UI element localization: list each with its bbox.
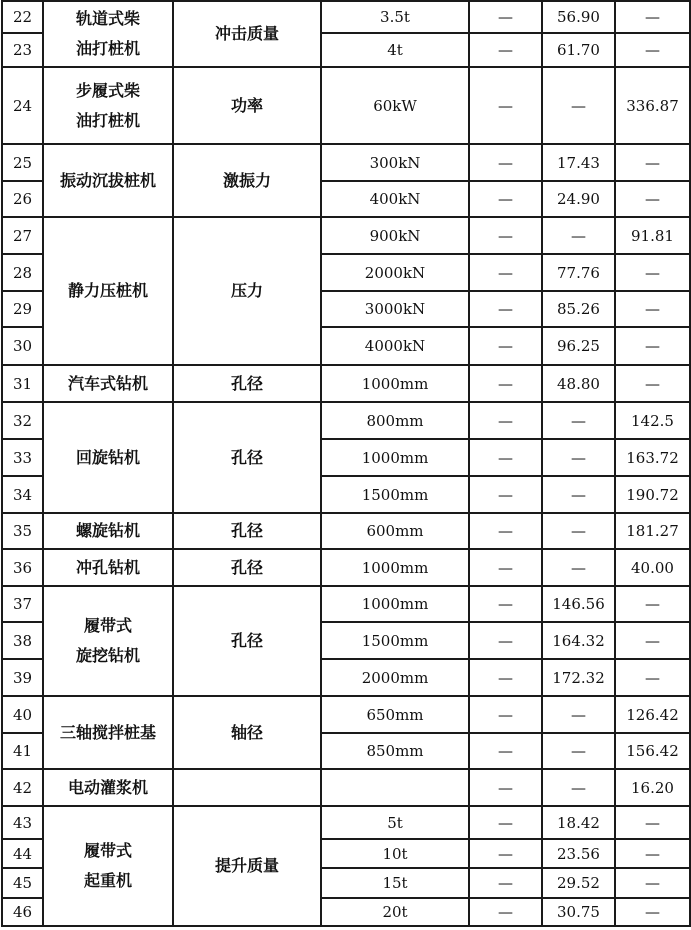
price-column-1: —	[469, 67, 542, 144]
price-column-2: 56.90	[542, 1, 615, 33]
spec-value: 1000mm	[321, 439, 469, 476]
spec-value: 1000mm	[321, 586, 469, 622]
row-number: 41	[2, 733, 43, 769]
machine-name: 回旋钻机	[43, 402, 173, 513]
price-column-1: —	[469, 33, 542, 67]
table-row	[2, 402, 690, 439]
machine-name	[43, 1, 173, 67]
machine-name-line-2: 起重机	[83, 871, 132, 890]
price-column-1: —	[469, 254, 542, 291]
performance-parameter: 孔径	[173, 549, 321, 586]
table-row	[2, 365, 690, 402]
price-column-1: —	[469, 439, 542, 476]
price-column-2: 18.42	[542, 806, 615, 839]
row-number: 35	[2, 513, 43, 549]
spec-value: 60kW	[321, 67, 469, 144]
spec-value: 800mm	[321, 402, 469, 439]
price-column-3: —	[615, 1, 690, 33]
machine-name	[43, 806, 173, 926]
table-row	[2, 217, 690, 254]
price-column-3: —	[615, 365, 690, 402]
machine-name: 冲孔钻机	[43, 549, 173, 586]
machine-name-line-1: 履带式	[83, 841, 132, 860]
table-row	[2, 144, 690, 181]
row-number: 34	[2, 476, 43, 513]
spec-value: 20t	[321, 898, 469, 926]
price-column-1: —	[469, 733, 542, 769]
spec-value: 600mm	[321, 513, 469, 549]
price-column-1: —	[469, 549, 542, 586]
price-column-2: 30.75	[542, 898, 615, 926]
price-column-1: —	[469, 327, 542, 365]
table-body	[2, 1, 690, 926]
price-column-3: —	[615, 622, 690, 659]
price-column-2: —	[542, 733, 615, 769]
table-row	[2, 769, 690, 806]
machine-name-line-1: 履带式	[83, 616, 132, 635]
spec-value: 3.5t	[321, 1, 469, 33]
price-column-3: —	[615, 659, 690, 696]
price-column-2: —	[542, 513, 615, 549]
price-column-3: 126.42	[615, 696, 690, 733]
spec-value: 4000kN	[321, 327, 469, 365]
spec-value: 2000mm	[321, 659, 469, 696]
price-column-1: —	[469, 513, 542, 549]
spec-value: 300kN	[321, 144, 469, 181]
table-row	[2, 1, 690, 33]
price-column-3: 142.5	[615, 402, 690, 439]
row-number: 43	[2, 806, 43, 839]
row-number: 27	[2, 217, 43, 254]
row-number: 30	[2, 327, 43, 365]
price-column-3: 40.00	[615, 549, 690, 586]
price-column-2: 48.80	[542, 365, 615, 402]
price-column-1: —	[469, 806, 542, 839]
table-row	[2, 513, 690, 549]
price-column-2: 172.32	[542, 659, 615, 696]
price-column-3: —	[615, 291, 690, 327]
performance-parameter: 冲击质量	[173, 1, 321, 67]
price-column-3: —	[615, 868, 690, 898]
performance-parameter: 孔径	[173, 513, 321, 549]
spec-value: 5t	[321, 806, 469, 839]
price-column-2: 23.56	[542, 839, 615, 868]
machine-name-line-2: 旋挖钻机	[75, 646, 140, 665]
price-column-1: —	[469, 365, 542, 402]
price-column-2: 164.32	[542, 622, 615, 659]
performance-parameter: 激振力	[173, 144, 321, 217]
price-column-3: —	[615, 898, 690, 926]
row-number: 32	[2, 402, 43, 439]
price-column-1: —	[469, 898, 542, 926]
price-column-1: —	[469, 622, 542, 659]
spec-value: 1500mm	[321, 476, 469, 513]
row-number: 40	[2, 696, 43, 733]
machine-name: 电动灌浆机	[43, 769, 173, 806]
spec-value: 3000kN	[321, 291, 469, 327]
price-column-1: —	[469, 659, 542, 696]
machine-name-line-2: 油打桩机	[75, 110, 140, 130]
price-column-3: —	[615, 586, 690, 622]
price-column-2: —	[542, 476, 615, 513]
price-column-3: —	[615, 327, 690, 365]
spec-value: 850mm	[321, 733, 469, 769]
row-number: 29	[2, 291, 43, 327]
price-column-2: —	[542, 439, 615, 476]
machinery-cost-table	[1, 0, 691, 927]
machine-name: 螺旋钻机	[43, 513, 173, 549]
row-number: 23	[2, 33, 43, 67]
price-column-2: —	[542, 769, 615, 806]
price-column-1: —	[469, 1, 542, 33]
price-column-3: 156.42	[615, 733, 690, 769]
price-column-2: 61.70	[542, 33, 615, 67]
performance-parameter	[173, 769, 321, 806]
performance-parameter: 孔径	[173, 402, 321, 513]
row-number: 36	[2, 549, 43, 586]
row-number: 39	[2, 659, 43, 696]
price-column-1: —	[469, 402, 542, 439]
row-number: 24	[2, 67, 43, 144]
price-column-3: —	[615, 144, 690, 181]
price-column-3: —	[615, 806, 690, 839]
price-column-1: —	[469, 839, 542, 868]
price-column-3: 163.72	[615, 439, 690, 476]
row-number: 44	[2, 839, 43, 868]
price-column-3: 190.72	[615, 476, 690, 513]
price-column-2: 96.25	[542, 327, 615, 365]
spec-value: 2000kN	[321, 254, 469, 291]
price-column-1: —	[469, 476, 542, 513]
performance-parameter: 提升质量	[173, 806, 321, 926]
machine-name-line-1: 轨道式柴	[75, 9, 140, 28]
row-number: 38	[2, 622, 43, 659]
table-row	[2, 696, 690, 733]
machine-name-line-1: 步履式柴	[75, 80, 140, 100]
spec-value: 15t	[321, 868, 469, 898]
machine-name-line-2: 油打桩机	[75, 39, 140, 58]
spec-value	[321, 769, 469, 806]
price-column-1: —	[469, 291, 542, 327]
performance-parameter: 轴径	[173, 696, 321, 769]
price-column-3: 16.20	[615, 769, 690, 806]
price-column-3: 336.87	[615, 67, 690, 144]
performance-parameter: 压力	[173, 217, 321, 365]
row-number: 28	[2, 254, 43, 291]
performance-parameter: 孔径	[173, 586, 321, 696]
table-row	[2, 806, 690, 839]
price-column-2: —	[542, 402, 615, 439]
price-column-3: 181.27	[615, 513, 690, 549]
machine-name: 三轴搅拌桩基	[43, 696, 173, 769]
price-column-1: —	[469, 217, 542, 254]
row-number: 46	[2, 898, 43, 926]
price-column-2: —	[542, 217, 615, 254]
price-column-3: —	[615, 181, 690, 217]
machine-name	[43, 67, 173, 144]
machine-name: 汽车式钻机	[43, 365, 173, 402]
price-column-1: —	[469, 144, 542, 181]
row-number: 42	[2, 769, 43, 806]
row-number: 33	[2, 439, 43, 476]
price-column-3: —	[615, 33, 690, 67]
row-number: 31	[2, 365, 43, 402]
machine-name	[43, 586, 173, 696]
row-number: 26	[2, 181, 43, 217]
spec-value: 1000mm	[321, 365, 469, 402]
spec-value: 900kN	[321, 217, 469, 254]
spec-value: 1500mm	[321, 622, 469, 659]
price-column-2: 77.76	[542, 254, 615, 291]
spec-value: 10t	[321, 839, 469, 868]
price-column-2: 17.43	[542, 144, 615, 181]
row-number: 25	[2, 144, 43, 181]
row-number: 45	[2, 868, 43, 898]
price-column-2: 146.56	[542, 586, 615, 622]
spec-value: 4t	[321, 33, 469, 67]
price-column-3: 91.81	[615, 217, 690, 254]
price-column-2: —	[542, 67, 615, 144]
price-column-1: —	[469, 696, 542, 733]
price-column-1: —	[469, 181, 542, 217]
price-column-2: —	[542, 549, 615, 586]
price-column-1: —	[469, 868, 542, 898]
spec-value: 400kN	[321, 181, 469, 217]
price-column-1: —	[469, 769, 542, 806]
spec-value: 1000mm	[321, 549, 469, 586]
price-column-1: —	[469, 586, 542, 622]
table-row	[2, 586, 690, 622]
price-column-2: —	[542, 696, 615, 733]
price-column-2: 24.90	[542, 181, 615, 217]
price-column-2: 29.52	[542, 868, 615, 898]
machine-name: 振动沉拔桩机	[43, 144, 173, 217]
table-row	[2, 549, 690, 586]
performance-parameter: 孔径	[173, 365, 321, 402]
price-column-2: 85.26	[542, 291, 615, 327]
price-column-3: —	[615, 839, 690, 868]
row-number: 37	[2, 586, 43, 622]
machine-name: 静力压桩机	[43, 217, 173, 365]
performance-parameter: 功率	[173, 67, 321, 144]
row-number: 22	[2, 1, 43, 33]
spec-value: 650mm	[321, 696, 469, 733]
price-column-3: —	[615, 254, 690, 291]
table-row	[2, 67, 690, 144]
